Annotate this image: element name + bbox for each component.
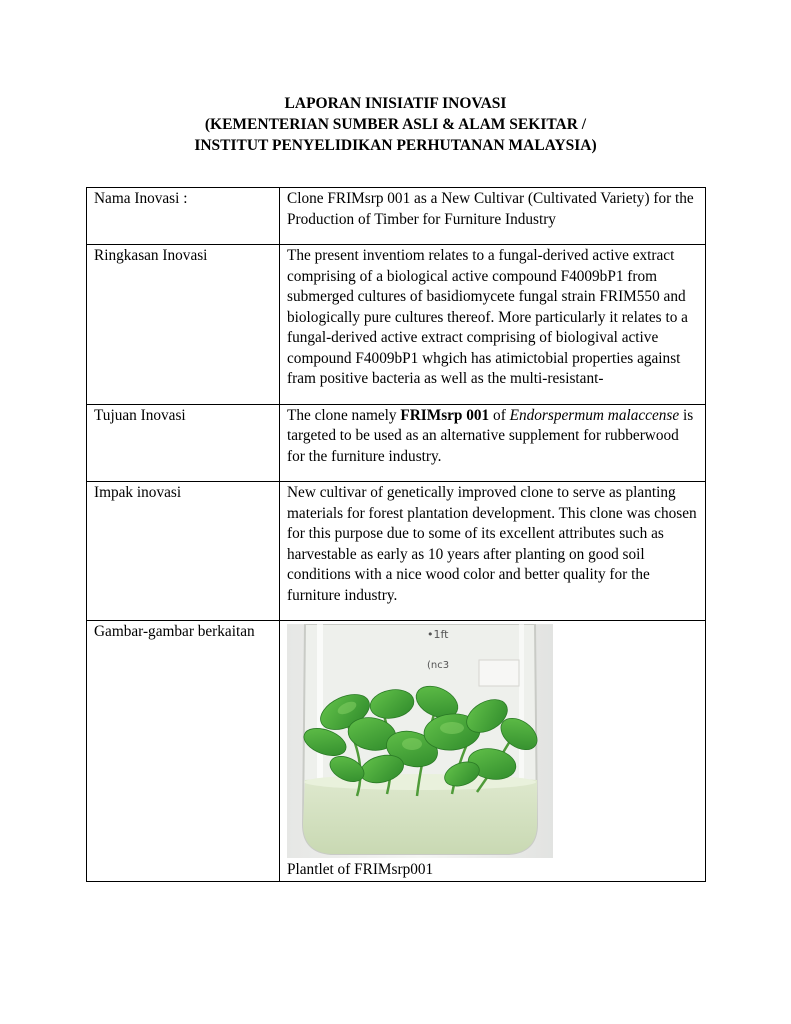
row-value-impak: New cultivar of genetically improved clone to serve as planting materials for forest plantation development. This clone was chosen for this purpose due to some of its excellent attributes such as harvestable as early as 10 years after planting on good soil conditions with a nice wood color and better quality for the furniture industry. [280, 482, 706, 621]
species-name-italic: Endorspermum malaccense [509, 406, 680, 424]
svg-text:•1ft: •1ft [427, 628, 449, 641]
tujuan-text-pre: The clone namely [287, 406, 401, 424]
plantlet-jar-illustration [287, 624, 553, 858]
header-ministry: (KEMENTERIAN SUMBER ASLI & ALAM SEKITAR / [204, 116, 587, 133]
clone-name-bold: FRIMsrp 001 [400, 406, 490, 424]
report-header [0, 93, 791, 156]
table-row [87, 404, 706, 482]
row-value-ringkasan: The present inventiom relates to a fungal-derived active extract comprising of a biological active compound F4009bP1 from submerged cultures of basidiomycete fungal strain FRIM550 and biologically pure cultures thereof. More particularly it relates to a fungal-derived active extract comprising of biologival active compound F4009bP1 whgich has atimictobial properties against fram positive bacteria as well as the multi-resistant- [280, 245, 706, 405]
table-row [87, 188, 706, 245]
row-label-gambar: Gambar-gambar berkaitan [87, 621, 280, 882]
tujuan-text-post: is targeted to be used as an alternative supplement for rubberwood for the furniture industry. [287, 406, 694, 465]
row-label-impak: Impak inovasi [87, 482, 280, 621]
innovation-table [86, 187, 706, 882]
plantlet-photo [287, 624, 553, 858]
row-value-nama: Clone FRIMsrp 001 as a New Cultivar (Cultivated Variety) for the Production of Timber for Furniture Industry [280, 188, 706, 245]
photo-caption: Plantlet of FRIMsrp001 [287, 861, 434, 878]
table-row [87, 482, 706, 621]
row-value-tujuan [280, 404, 706, 482]
header-title: LAPORAN INISIATIF INOVASI [284, 95, 507, 112]
table-row [87, 245, 706, 405]
row-value-gambar [280, 621, 706, 882]
tujuan-text-mid: of [489, 406, 510, 424]
row-label-nama: Nama Inovasi : [87, 188, 280, 245]
row-label-ringkasan: Ringkasan Inovasi [87, 245, 280, 405]
table-row [87, 621, 706, 882]
row-label-tujuan: Tujuan Inovasi [87, 404, 280, 482]
header-institute: INSTITUT PENYELIDIKAN PERHUTANAN MALAYSIA) [194, 137, 597, 154]
svg-text:(nc3: (nc3 [427, 660, 450, 671]
